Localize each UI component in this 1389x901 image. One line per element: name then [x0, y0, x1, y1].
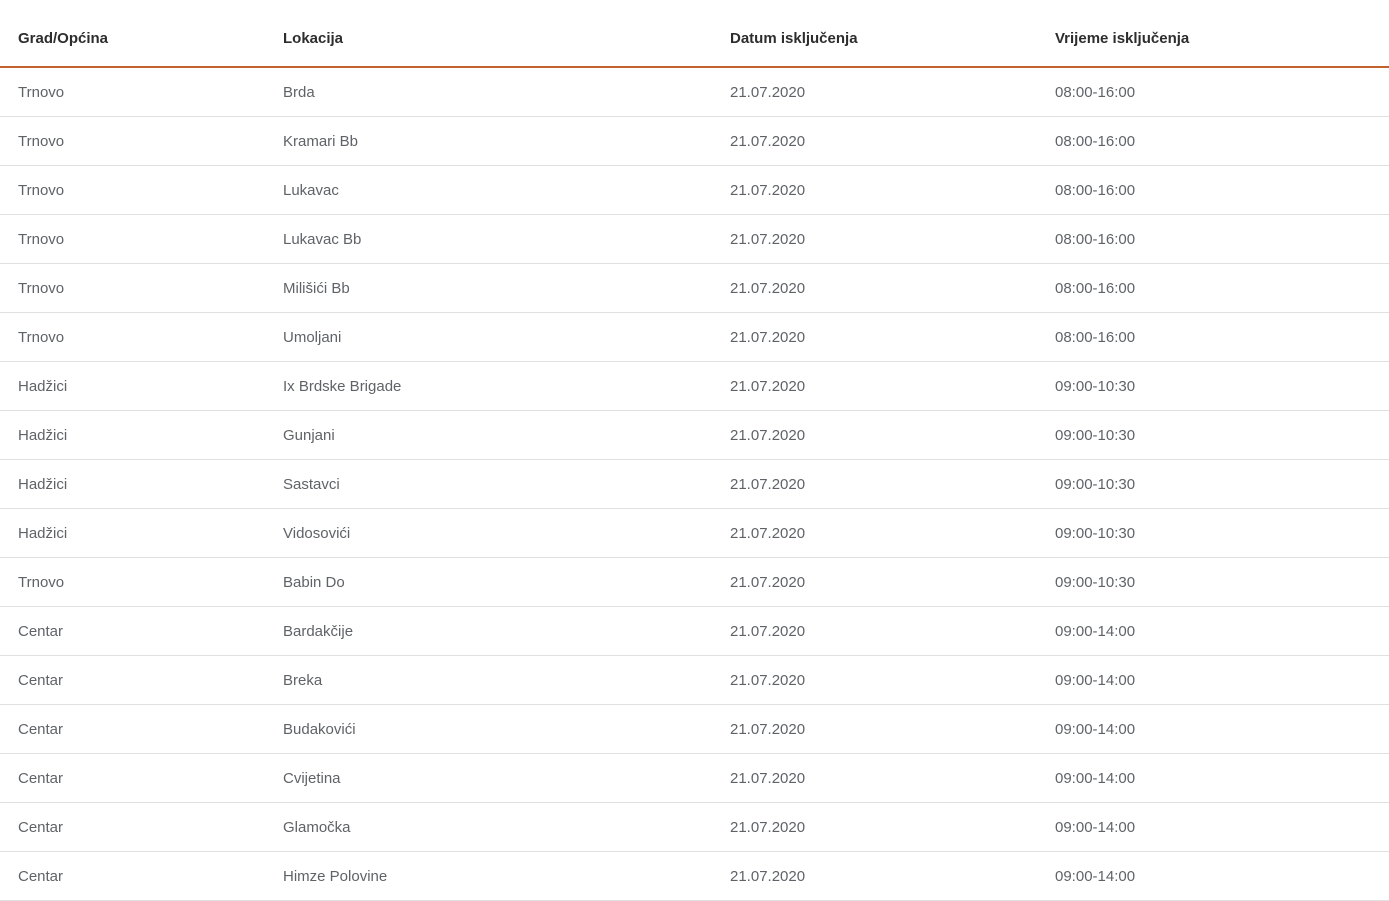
cell-vrijeme: 09:00-14:00 [1037, 803, 1389, 852]
cell-vrijeme: 09:00-10:30 [1037, 460, 1389, 509]
table-row [0, 558, 1389, 607]
cell-datum: 21.07.2020 [712, 607, 1037, 656]
cell-lokacija: Budakovići [265, 705, 712, 754]
cell-vrijeme: 09:00-10:30 [1037, 509, 1389, 558]
cell-vrijeme: 08:00-16:00 [1037, 313, 1389, 362]
table-row [0, 705, 1389, 754]
cell-datum: 21.07.2020 [712, 460, 1037, 509]
cell-datum: 21.07.2020 [712, 313, 1037, 362]
cell-grad-opcina: Hadžici [0, 509, 265, 558]
table-row [0, 67, 1389, 117]
table-row [0, 313, 1389, 362]
cell-lokacija: Brda [265, 67, 712, 117]
cell-lokacija: Kramari Bb [265, 117, 712, 166]
column-header-datum: Datum isključenja [712, 0, 1037, 67]
cell-vrijeme: 09:00-10:30 [1037, 411, 1389, 460]
cell-grad-opcina: Trnovo [0, 313, 265, 362]
table-row [0, 362, 1389, 411]
table-row [0, 166, 1389, 215]
cell-lokacija: Lukavac [265, 166, 712, 215]
cell-lokacija: Umoljani [265, 313, 712, 362]
cell-grad-opcina: Trnovo [0, 558, 265, 607]
cell-datum: 21.07.2020 [712, 656, 1037, 705]
cell-grad-opcina: Hadžici [0, 411, 265, 460]
table-row [0, 509, 1389, 558]
cell-grad-opcina: Centar [0, 607, 265, 656]
cell-datum: 21.07.2020 [712, 754, 1037, 803]
cell-datum: 21.07.2020 [712, 362, 1037, 411]
cell-grad-opcina: Centar [0, 705, 265, 754]
cell-datum: 21.07.2020 [712, 509, 1037, 558]
table-row [0, 656, 1389, 705]
cell-vrijeme: 08:00-16:00 [1037, 67, 1389, 117]
cell-grad-opcina: Centar [0, 852, 265, 901]
cell-grad-opcina: Centar [0, 656, 265, 705]
cell-datum: 21.07.2020 [712, 215, 1037, 264]
cell-grad-opcina: Trnovo [0, 264, 265, 313]
cell-datum: 21.07.2020 [712, 117, 1037, 166]
cell-lokacija: Cvijetina [265, 754, 712, 803]
cell-datum: 21.07.2020 [712, 558, 1037, 607]
cell-datum: 21.07.2020 [712, 411, 1037, 460]
cell-vrijeme: 09:00-10:30 [1037, 558, 1389, 607]
table-row [0, 264, 1389, 313]
table-row [0, 754, 1389, 803]
cell-grad-opcina: Trnovo [0, 166, 265, 215]
cell-lokacija: Sastavci [265, 460, 712, 509]
cell-lokacija: Gunjani [265, 411, 712, 460]
cell-vrijeme: 09:00-14:00 [1037, 705, 1389, 754]
cell-vrijeme: 08:00-16:00 [1037, 117, 1389, 166]
cell-datum: 21.07.2020 [712, 705, 1037, 754]
cell-vrijeme: 09:00-14:00 [1037, 656, 1389, 705]
table-body [0, 67, 1389, 901]
cell-vrijeme: 08:00-16:00 [1037, 166, 1389, 215]
cell-vrijeme: 09:00-14:00 [1037, 754, 1389, 803]
cell-lokacija: Breka [265, 656, 712, 705]
column-header-lokacija: Lokacija [265, 0, 712, 67]
cell-lokacija: Babin Do [265, 558, 712, 607]
cell-datum: 21.07.2020 [712, 264, 1037, 313]
cell-datum: 21.07.2020 [712, 67, 1037, 117]
table-row [0, 411, 1389, 460]
cell-lokacija: Bardakčije [265, 607, 712, 656]
table-row [0, 607, 1389, 656]
cell-grad-opcina: Trnovo [0, 117, 265, 166]
table-row [0, 460, 1389, 509]
cell-datum: 21.07.2020 [712, 803, 1037, 852]
cell-lokacija: Vidosovići [265, 509, 712, 558]
table-row [0, 215, 1389, 264]
cell-vrijeme: 09:00-10:30 [1037, 362, 1389, 411]
cell-grad-opcina: Hadžici [0, 460, 265, 509]
cell-lokacija: Milišići Bb [265, 264, 712, 313]
cell-lokacija: Ix Brdske Brigade [265, 362, 712, 411]
cell-lokacija: Himze Polovine [265, 852, 712, 901]
table-header [0, 0, 1389, 67]
cell-grad-opcina: Hadžici [0, 362, 265, 411]
cell-datum: 21.07.2020 [712, 166, 1037, 215]
cell-vrijeme: 08:00-16:00 [1037, 215, 1389, 264]
cell-lokacija: Glamočka [265, 803, 712, 852]
cell-lokacija: Lukavac Bb [265, 215, 712, 264]
cell-grad-opcina: Centar [0, 754, 265, 803]
cell-vrijeme: 09:00-14:00 [1037, 852, 1389, 901]
cell-vrijeme: 08:00-16:00 [1037, 264, 1389, 313]
table-row [0, 117, 1389, 166]
column-header-vrijeme: Vrijeme isključenja [1037, 0, 1389, 67]
table-row [0, 803, 1389, 852]
cell-vrijeme: 09:00-14:00 [1037, 607, 1389, 656]
cell-grad-opcina: Trnovo [0, 215, 265, 264]
cell-grad-opcina: Centar [0, 803, 265, 852]
cell-datum: 21.07.2020 [712, 852, 1037, 901]
column-header-grad-opcina: Grad/Općina [0, 0, 265, 67]
table-row [0, 852, 1389, 901]
cell-grad-opcina: Trnovo [0, 67, 265, 117]
header-row [0, 0, 1389, 67]
